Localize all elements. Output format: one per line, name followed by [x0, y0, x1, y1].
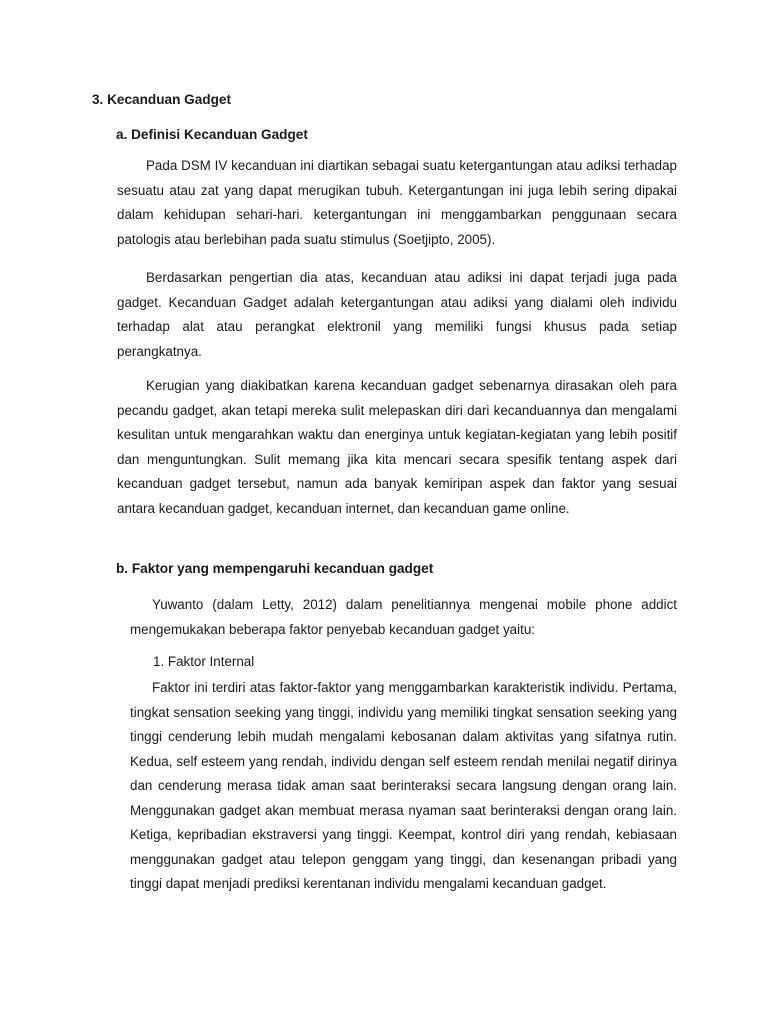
paragraph-understanding: Berdasarkan pengertian dia atas, kecanduan atau adiksi ini dapat terjadi juga pada gadget. Kecanduan Gadget adalah ketergantungan atau adiksi yang dialami oleh individu terhadap alat atau perangkat elektronil yang memiliki fungsi khusus pada setiap perangkatnya. — [117, 270, 677, 359]
paragraph-internal-factor: Faktor ini terdiri atas faktor-faktor yang menggambarkan karakteristik individu. Pertama, tingkat sensation seeking yang tinggi, individu yang memiliki tingkat sensation seeking yang tinggi cenderung lebih mudah mengalami kebosanan dalam aktivitas yang sifatnya rutin. Kedua, self esteem yang rendah, individu dengan self esteem rendah menilai negatif dirinya dan cenderung merasa tidak aman saat berinteraksi secara langsung dengan orang lain. Menggunakan gadget akan membuat merasa nyaman saat berinteraksi dengan orang lain. Ketiga, kepribadian ekstraversi yang tinggi. Keempat, kontrol diri yang rendah, kebiasaan menggunakan gadget atau telepon genggam yang tinggi, dan kesenangan pribadi yang tinggi dapat menjadi prediksi kerentanan individu mengalami kecanduan gadget. — [130, 680, 677, 891]
paragraph-definition: Pada DSM IV kecanduan ini diartikan sebagai suatu ketergantungan atau adiksi terhadap sesuatu atau zat yang dapat merugikan tubuh. Ketergantungan ini juga lebih sering dipakai dalam kehidupan sehari-hari. ketergantungan ini menggambarkan penggunaan secara patologis atau berlebihan pada suatu stimulus (Soetjipto, 2005). — [117, 158, 677, 247]
paragraph-factors-intro: Yuwanto (dalam Letty, 2012) dalam penelitiannya mengenai mobile phone addict mengemukakan beberapa faktor penyebab kecanduan gadget yaitu: — [130, 597, 677, 637]
subsection-heading-definition: a. Definisi Kecanduan Gadget — [116, 127, 308, 142]
subsection-heading-factors: b. Faktor yang mempengaruhi kecanduan gadget — [116, 561, 434, 576]
paragraph-losses: Kerugian yang diakibatkan karena kecanduan gadget sebenarnya dirasakan oleh para pecandu gadget, akan tetapi mereka sulit melepaskan diri dari kecanduannya dan mengalami kesulitan untuk mengarahkan waktu dan energinya untuk kegiatan-kegiatan yang lebih positif dan menguntungkan. Sulit memang jika kita mencari secara spesifik tentang aspek dari kecanduan gadget tersebut, namun ada banyak kemiripan aspek dan faktor yang sesuai antara kecanduan gadget, kecanduan internet, dan kecanduan game online. — [117, 378, 677, 516]
section-heading: 3. Kecanduan Gadget — [92, 92, 231, 107]
list-item-label-internal: 1. Faktor Internal — [153, 654, 255, 669]
